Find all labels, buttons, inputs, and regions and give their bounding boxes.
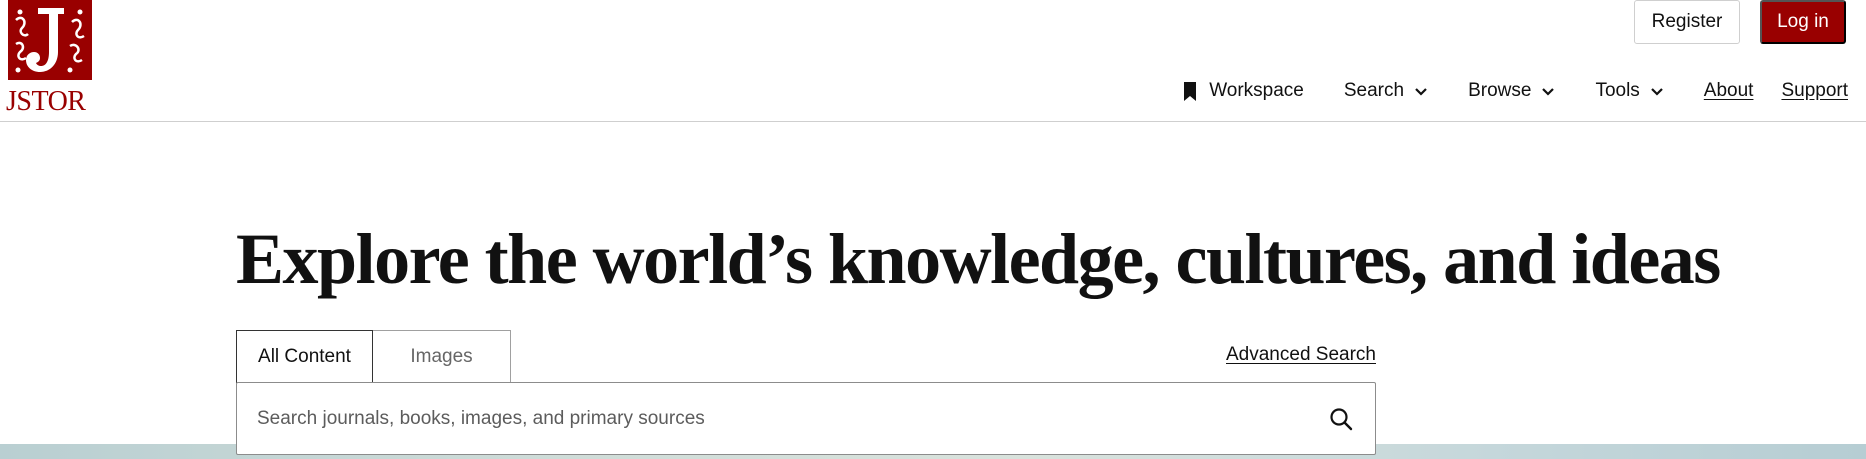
tab-images[interactable]: Images [372, 330, 511, 383]
register-button[interactable]: Register [1634, 0, 1740, 44]
search-tabs [236, 330, 511, 383]
nav-tools-label: Tools [1595, 80, 1640, 101]
jstor-wordmark: JSTOR [6, 86, 86, 117]
jstor-logo[interactable] [6, 0, 92, 118]
nav-workspace-label: Workspace [1209, 80, 1304, 101]
login-button[interactable]: Log in [1760, 0, 1846, 44]
nav-browse[interactable] [1468, 80, 1555, 102]
nav-search[interactable] [1344, 80, 1428, 102]
jstor-logo-mark [8, 0, 92, 80]
nav-search-label: Search [1343, 80, 1405, 101]
jstor-emblem-icon [8, 0, 92, 80]
nav-browse-label: Browse [1468, 80, 1532, 101]
nav-support-link[interactable]: Support [1781, 80, 1848, 101]
tab-all-content[interactable]: All Content [236, 330, 373, 383]
auth-buttons [1634, 0, 1846, 44]
search-bar [236, 382, 1376, 455]
nav-tools[interactable] [1595, 80, 1663, 102]
search-input[interactable] [257, 383, 1297, 454]
chevron-down-icon [1650, 87, 1664, 97]
bookmark-icon [1183, 82, 1197, 101]
search-icon[interactable] [1329, 407, 1353, 431]
nav-workspace[interactable] [1183, 80, 1304, 102]
chevron-down-icon [1541, 87, 1555, 97]
page-headline: Explore the world’s knowledge, cultures, and ideas [236, 219, 1720, 299]
advanced-search-link[interactable]: Advanced Search [1226, 344, 1376, 365]
nav-about-link[interactable]: About [1703, 80, 1754, 101]
site-header [0, 0, 1866, 122]
main-nav [1183, 76, 1848, 106]
chevron-down-icon [1414, 87, 1428, 97]
